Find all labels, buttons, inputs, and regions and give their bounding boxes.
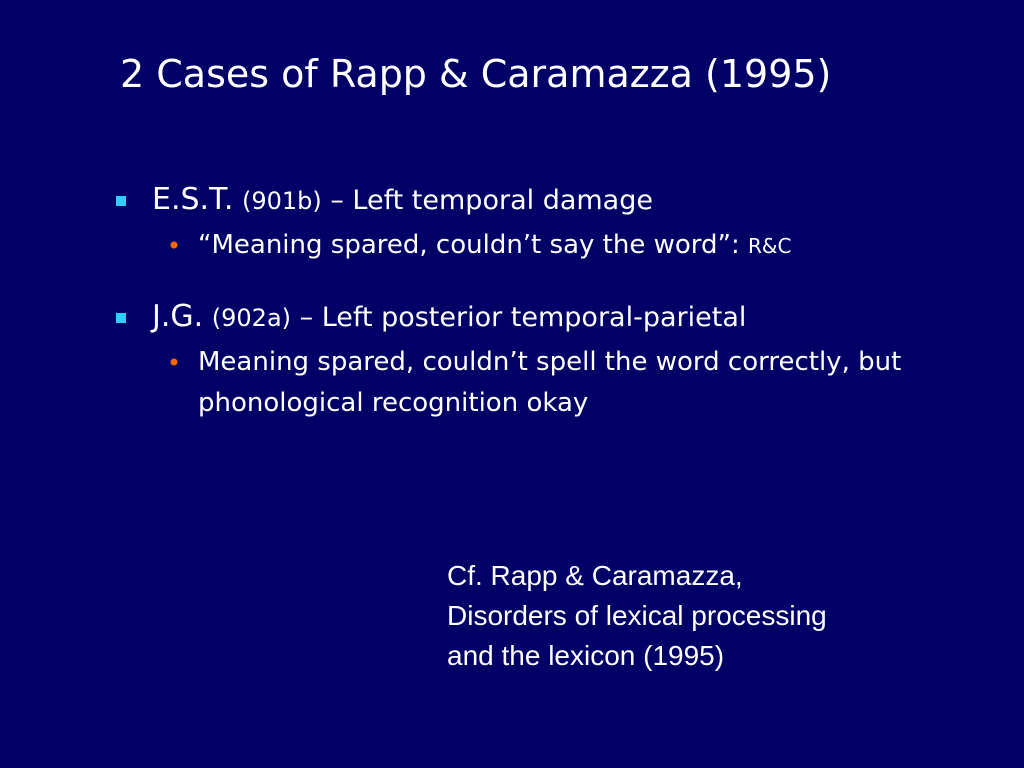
- case-name: J.G.: [152, 299, 204, 334]
- case-code: (901b): [241, 187, 322, 215]
- citation: [447, 556, 1007, 676]
- case-description: – Left posterior temporal-parietal: [299, 302, 747, 333]
- bullet-heading: [152, 176, 992, 225]
- sub-list: [152, 342, 992, 424]
- sub-bullet-tag: R&C: [748, 234, 792, 258]
- citation-line: Cf. Rapp & Caramazza,: [447, 560, 743, 591]
- sub-bullet-text: Meaning spared, couldn’t spell the word correctly, but phonological recognition okay: [198, 347, 902, 418]
- square-bullet-icon: [116, 191, 126, 201]
- case-description: – Left temporal damage: [330, 185, 653, 216]
- citation-line: and the lexicon (1995): [447, 640, 725, 671]
- bullet-list: [112, 176, 992, 450]
- dot-bullet-icon: [170, 349, 178, 371]
- sub-list: [152, 225, 992, 267]
- citation-line: Disorders of lexical processing: [447, 600, 827, 631]
- bullet-heading: [152, 293, 992, 342]
- sub-bullet-item: [168, 225, 992, 267]
- square-bullet-icon: [116, 308, 126, 318]
- case-code: (902a): [211, 304, 292, 332]
- dot-bullet-icon: [170, 232, 178, 254]
- bullet-item-est: [112, 176, 992, 267]
- bullet-item-jg: [112, 293, 992, 424]
- slide-title: 2 Cases of Rapp & Caramazza (1995): [120, 52, 832, 96]
- sub-bullet-item: [168, 342, 992, 424]
- sub-bullet-text: “Meaning spared, couldn’t say the word”:: [198, 230, 740, 260]
- case-name: E.S.T.: [152, 182, 234, 217]
